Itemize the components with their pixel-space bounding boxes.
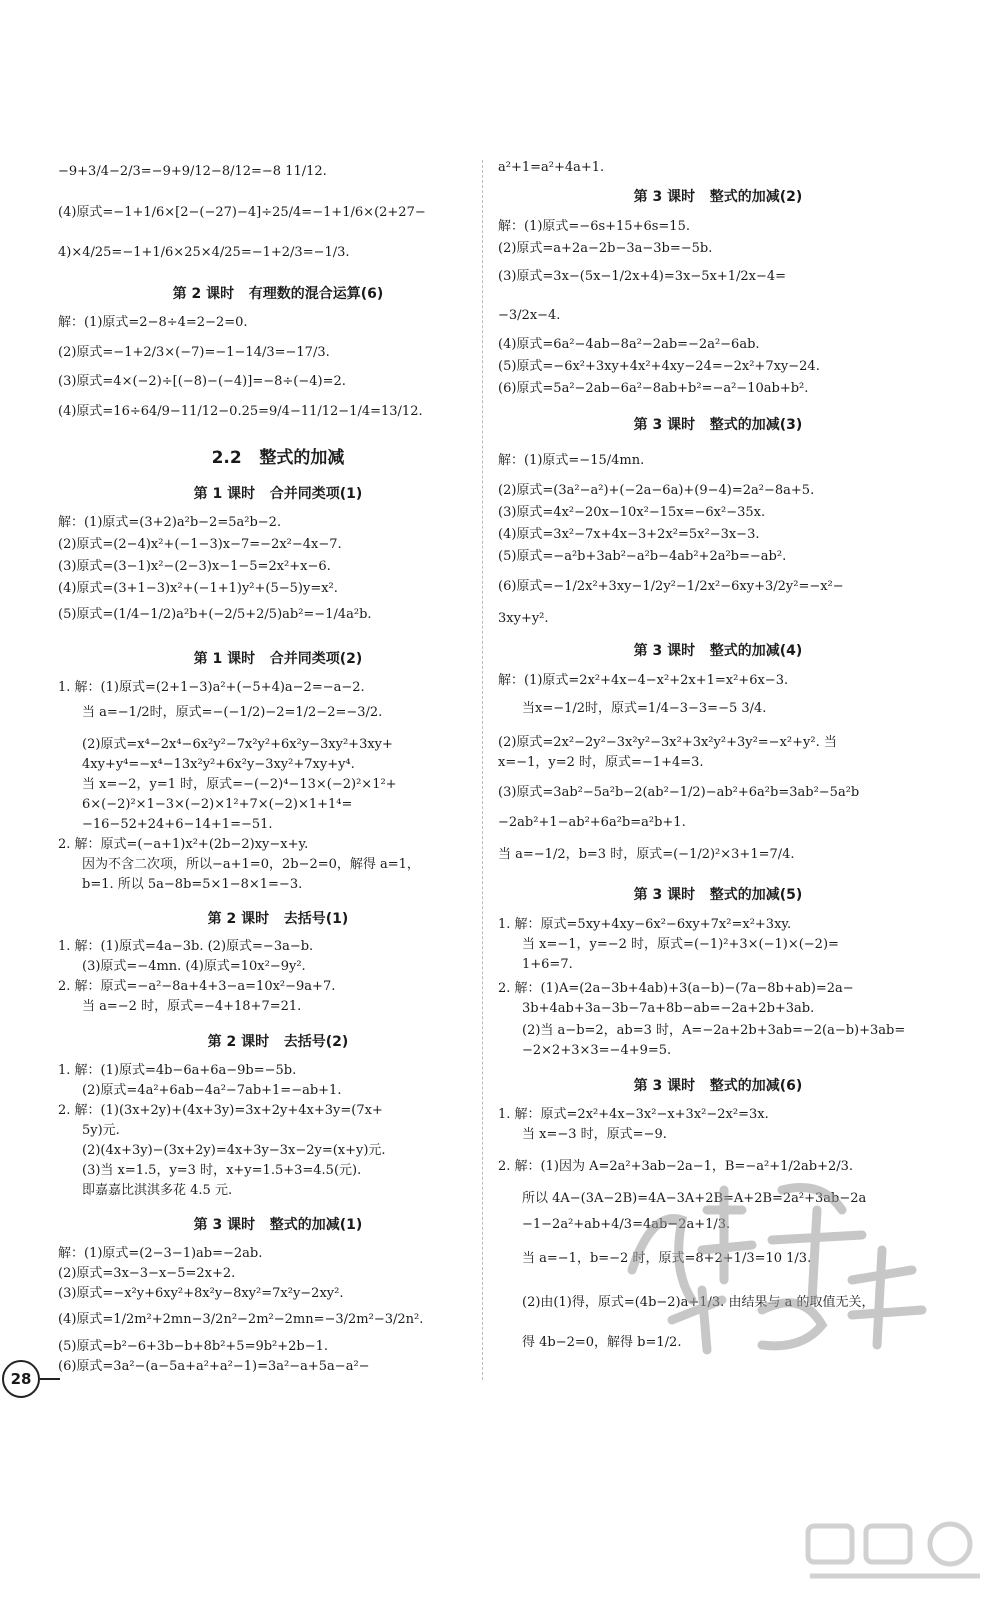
page-number: 28 xyxy=(2,1360,40,1398)
answer-line: 1. 解：(1)原式=4a−3b. (2)原式=−3a−b. xyxy=(58,939,314,954)
answer-line: 当 x=−1，y=−2 时，原式=(−1)²+3×(−1)×(−2)= xyxy=(522,937,839,952)
answer-line: 1. 解：(1)原式=(2+1−3)a²+(−5+4)a−2=−a−2. xyxy=(58,680,365,695)
answer-line: (3)原式=−x²y+6xy²+8x²y−8xy²=7x²y−2xy². xyxy=(58,1286,344,1301)
answer-line: −3/2x−4. xyxy=(498,308,561,323)
answer-line: (4)原式=16÷64/9−11/12−0.25=9/4−11/12−1/4=13/12. xyxy=(58,404,423,419)
answer-line: (2)原式=(3a²−a²)+(−2a−6a)+(9−4)=2a²−8a+5. xyxy=(498,483,815,498)
answer-line: 2. 解：原式=(−a+1)x²+(2b−2)xy−x+y. xyxy=(58,837,309,852)
answer-line: 1+6=7. xyxy=(522,957,573,972)
answer-line: (5)原式=(1/4−1/2)a²b+(−2/5+2/5)ab²=−1/4a²b. xyxy=(58,607,372,622)
answer-line: 解：(1)原式=2−8÷4=2−2=0. xyxy=(58,315,248,330)
answer-line: (3)原式=−4mn. (4)原式=10x²−9y². xyxy=(82,959,306,974)
answer-line: (4)原式=1/2m²+2mn−3/2n²−2m²−2mn=−3/2m²−3/2n². xyxy=(58,1312,424,1327)
answer-line: 当 x=−3 时，原式=−9. xyxy=(522,1127,667,1142)
answer-line: (5)原式=−a²b+3ab²−a²b−4ab²+2a²b=−ab². xyxy=(498,549,787,564)
lesson-heading: 第 3 课时 整式的加减(1) xyxy=(193,1217,363,1233)
answer-line: (2)当 a−b=2，ab=3 时，A=−2a+2b+3ab=−2(a−b)+3ab= xyxy=(522,1023,906,1038)
answer-line: b=1. 所以 5a−8b=5×1−8×1=−3. xyxy=(82,877,303,892)
answer-line: 1. 解：(1)原式=4b−6a+6a−9b=−5b. xyxy=(58,1063,297,1078)
answer-line: (3)原式=3x−(5x−1/2x+4)=3x−5x+1/2x−4= xyxy=(498,269,787,284)
answer-line: 3xy+y². xyxy=(498,611,549,626)
answer-line: (2)由(1)得，原式=(4b−2)a+1/3. 由结果与 a 的取值无关， xyxy=(522,1295,875,1310)
lesson-heading: 第 3 课时 整式的加减(6) xyxy=(633,1078,803,1094)
answer-line: 因为不含二次项，所以−a+1=0，2b−2=0，解得 a=1， xyxy=(82,857,420,872)
answer-line: (3)原式=(3−1)x²−(2−3)x−1−5=2x²+x−6. xyxy=(58,559,331,574)
answer-line: 解：(1)原式=(2−3−1)ab=−2ab. xyxy=(58,1246,263,1261)
answer-line: 得 4b−2=0，解得 b=1/2. xyxy=(522,1335,682,1350)
lesson-heading: 第 2 课时 去括号(1) xyxy=(207,911,349,927)
column-divider xyxy=(482,160,483,1380)
answer-line: (4)原式=(3+1−3)x²+(−1+1)y²+(5−5)y=x². xyxy=(58,581,338,596)
answer-line: (4)原式=6a²−4ab−8a²−2ab=−2a²−6ab. xyxy=(498,337,760,352)
page-number-rule xyxy=(40,1378,60,1380)
lesson-heading: 第 3 课时 整式的加减(4) xyxy=(633,643,803,659)
answer-line: 1. 解：原式=2x²+4x−3x²−x+3x²−2x²=3x. xyxy=(498,1107,769,1122)
answer-line: (3)原式=4×(−2)÷[(−8)−(−4)]=−8÷(−4)=2. xyxy=(58,374,346,389)
answer-line: 3b+4ab+3a−3b−7a+8b−ab=−2a+2b+3ab. xyxy=(522,1001,815,1016)
answer-line: (5)原式=b²−6+3b−b+8b²+5=9b²+2b−1. xyxy=(58,1339,329,1354)
answer-line: 即嘉嘉比淇淇多花 4.5 元. xyxy=(82,1183,233,1198)
site-watermark-icon xyxy=(800,1520,990,1590)
answer-line: (2)原式=2x²−2y²−3x²y²−3x²+3x²y²+3y²=−x²+y². 当 xyxy=(498,735,837,750)
lesson-heading: 第 2 课时 去括号(2) xyxy=(207,1034,349,1050)
answer-line: 当 a=−2 时，原式=−4+18+7=21. xyxy=(82,999,302,1014)
answer-line: 当x=−1/2时，原式=1/4−3−3=−5 3/4. xyxy=(522,701,767,716)
answer-line: (3)当 x=1.5，y=3 时，x+y=1.5+3=4.5(元). xyxy=(82,1163,362,1178)
answer-line: 4xy+y⁴=−x⁴−13x²y²+6x²y−3xy²+7xy+y⁴. xyxy=(82,757,355,772)
lesson-heading: 第 2 课时 有理数的混合运算(6) xyxy=(172,286,384,302)
section-heading: 2.2 整式的加减 xyxy=(211,448,345,468)
answer-line: (3)原式=4x²−20x−10x²−15x=−6x²−35x. xyxy=(498,505,766,520)
answer-line: (4)原式=3x²−7x+4x−3+2x²=5x²−3x−3. xyxy=(498,527,760,542)
answer-line: (2)原式=3x−3−x−5=2x+2. xyxy=(58,1266,236,1281)
answer-line: 1. 解：原式=5xy+4xy−6x²−6xy+7x²=x²+3xy. xyxy=(498,917,792,932)
answer-line: (6)原式=−1/2x²+3xy−1/2y²−1/2x²−6xy+3/2y²=−x²− xyxy=(498,579,844,594)
answer-line: 解：(1)原式=(3+2)a²b−2=5a²b−2. xyxy=(58,515,282,530)
lesson-heading: 第 3 课时 整式的加减(2) xyxy=(633,189,803,205)
answer-line: (4)原式=−1+1/6×[2−(−27)−4]÷25/4=−1+1/6×(2+27− xyxy=(58,205,426,220)
answer-line: 所以 4A−(3A−2B)=4A−3A+2B=A+2B=2a²+3ab−2a xyxy=(522,1191,867,1206)
answer-line: 当 a=−1，b=−2 时，原式=8+2+1/3=10 1/3. xyxy=(522,1251,812,1266)
answer-line: 2. 解：原式=−a²−8a+4+3−a=10x²−9a+7. xyxy=(58,979,336,994)
answer-line: −1−2a²+ab+4/3=4ab−2a+1/3. xyxy=(522,1217,731,1232)
answer-line: −16−52+24+6−14+1=−51. xyxy=(82,817,273,832)
answer-line: 5y)元. xyxy=(82,1123,120,1138)
answer-line: −2ab²+1−ab²+6a²b=a²b+1. xyxy=(498,815,686,830)
answer-line: 解：(1)原式=2x²+4x−4−x²+2x+1=x²+6x−3. xyxy=(498,673,789,688)
answer-line: (2)(4x+3y)−(3x+2y)=4x+3y−3x−2y=(x+y)元. xyxy=(82,1143,386,1158)
lesson-heading: 第 1 课时 合并同类项(1) xyxy=(193,486,363,502)
lesson-heading: 第 1 课时 合并同类项(2) xyxy=(193,651,363,667)
answer-line: 2. 解：(1)因为 A=2a²+3ab−2a−1，B=−a²+1/2ab+2/3. xyxy=(498,1159,854,1174)
answer-line: 当 a=−1/2，b=3 时，原式=(−1/2)²×3+1=7/4. xyxy=(498,847,795,862)
answer-line: x=−1，y=2 时，原式=−1+4=3. xyxy=(498,755,704,770)
answer-line: (2)原式=−1+2/3×(−7)=−1−14/3=−17/3. xyxy=(58,345,330,360)
answer-line: 6×(−2)²×1−3×(−2)×1²+7×(−2)×1+1⁴= xyxy=(82,797,353,812)
lesson-heading: 第 3 课时 整式的加减(3) xyxy=(633,417,803,433)
answer-line: (6)原式=3a²−(a−5a+a²+a²−1)=3a²−a+5a−a²− xyxy=(58,1359,370,1374)
answer-line: 2. 解：(1)(3x+2y)+(4x+3y)=3x+2y+4x+3y=(7x+ xyxy=(58,1103,383,1118)
answer-line: (2)原式=(2−4)x²+(−1−3)x−7=−2x²−4x−7. xyxy=(58,537,342,552)
answer-line: (3)原式=3ab²−5a²b−2(ab²−1/2)−ab²+6a²b=3ab²−5a²b xyxy=(498,785,860,800)
answer-line: 当 x=−2，y=1 时，原式=−(−2)⁴−13×(−2)²×1²+ xyxy=(82,777,397,792)
answer-line: 解：(1)原式=−15/4mn. xyxy=(498,453,645,468)
answer-line: 当 a=−1/2时，原式=−(−1/2)−2=1/2−2=−3/2. xyxy=(82,705,383,720)
answer-line: (2)原式=x⁴−2x⁴−6x²y²−7x²y²+6x²y−3xy²+3xy+ xyxy=(82,737,393,752)
answer-line: (5)原式=−6x²+3xy+4x²+4xy−24=−2x²+7xy−24. xyxy=(498,359,820,374)
answer-line: (2)原式=a+2a−2b−3a−3b=−5b. xyxy=(498,241,713,256)
answer-line: 2. 解：(1)A=(2a−3b+4ab)+3(a−b)−(7a−8b+ab)=2a− xyxy=(498,981,854,996)
answer-line: −9+3/4−2/3=−9+9/12−8/12=−8 11/12. xyxy=(58,164,327,179)
answer-line: (6)原式=5a²−2ab−6a²−8ab+b²=−a²−10ab+b². xyxy=(498,381,809,396)
lesson-heading: 第 3 课时 整式的加减(5) xyxy=(633,887,803,903)
answer-line: −2×2+3×3=−4+9=5. xyxy=(522,1043,672,1058)
answer-line: (2)原式=4a²+6ab−4a²−7ab+1=−ab+1. xyxy=(82,1083,342,1098)
answer-line: a²+1=a²+4a+1. xyxy=(498,160,605,175)
answer-line: 解：(1)原式=−6s+15+6s=15. xyxy=(498,219,690,234)
answer-line: 4)×4/25=−1+1/6×25×4/25=−1+2/3=−1/3. xyxy=(58,245,350,260)
